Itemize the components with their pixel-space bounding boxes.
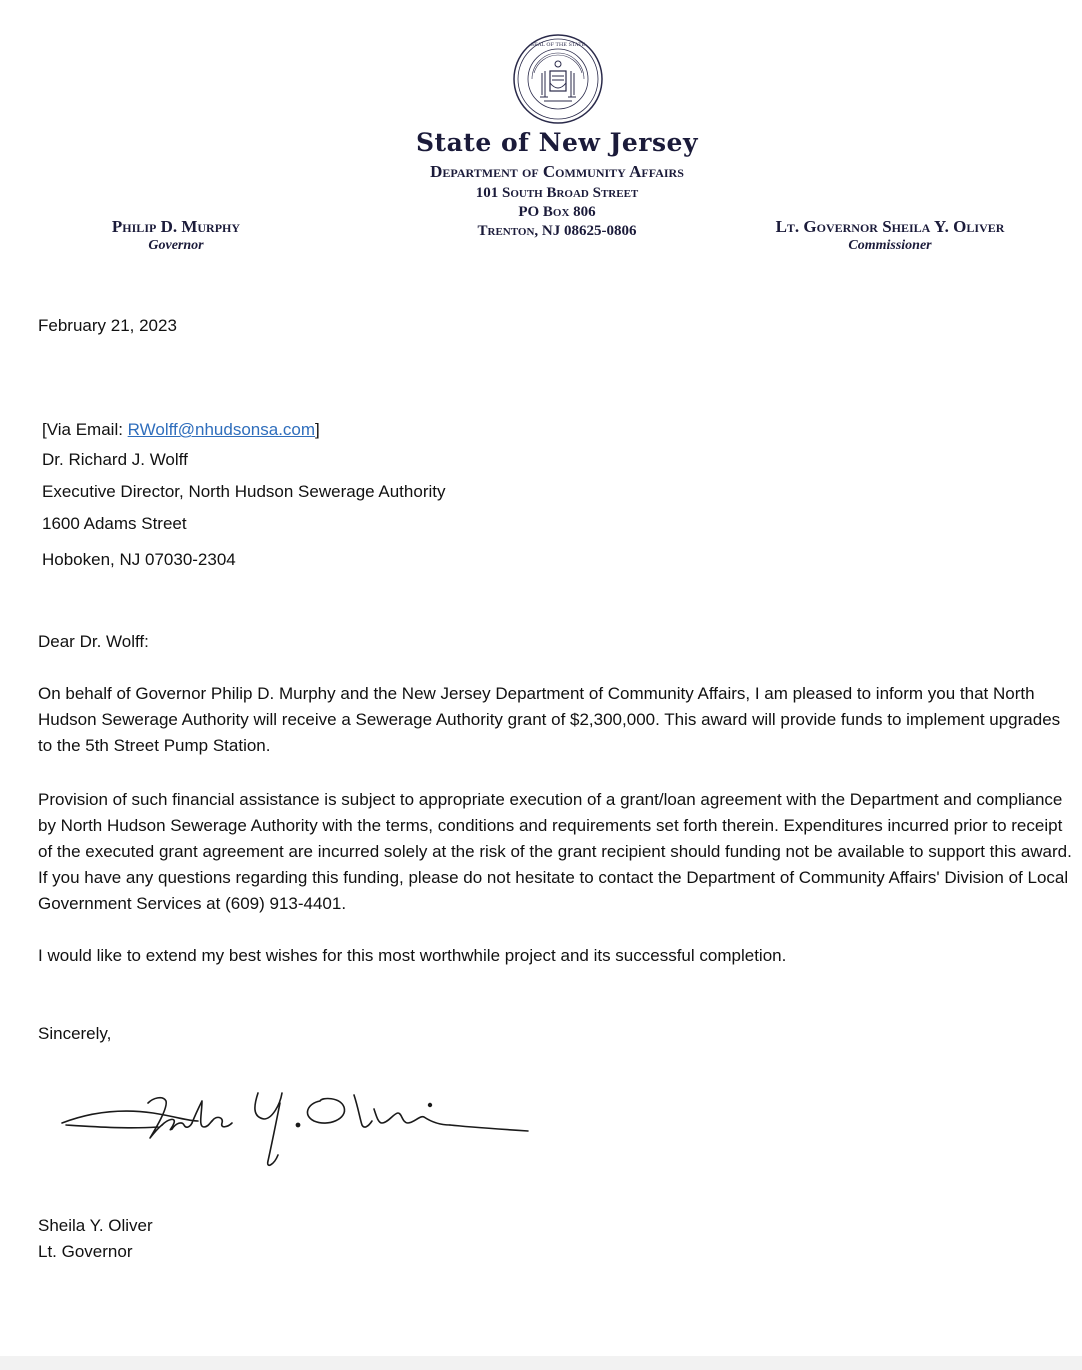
commissioner-title: Commissioner xyxy=(848,238,932,253)
recipient-city: Hoboken, NJ 07030-2304 xyxy=(42,550,236,569)
dept-address-street: 101 South Broad Street xyxy=(475,185,639,201)
state-title: State of New Jersey xyxy=(416,128,698,157)
department-name: Department of Community Affairs xyxy=(430,162,684,181)
recipient-name: Dr. Richard J. Wolff xyxy=(42,450,188,469)
signer-name: Sheila Y. Oliver xyxy=(38,1216,153,1235)
paragraph-conditions: Provision of such financial assistance is subject to appropriate execution of a grant/loan agreement with the Department and compliance by North Hudson Sewerage Authority with the terms, conditions and requirements set forth therein. Expenditures incurred prior to receipt of the executed grant agreement are incurred solely at the risk of the grant recipient should funding not be available to support this award. If you have any questions regarding this funding, please do not hesitate to contact the Department of Community Affairs' Division of Local Government Services at (609) 913-4401. xyxy=(38,790,1072,913)
recipient-title: Executive Director, North Hudson Sewerage Authority xyxy=(42,482,446,501)
nj-state-seal-icon xyxy=(512,33,604,125)
letter-date: February 21, 2023 xyxy=(38,316,177,335)
dept-address-box: PO Box 806 xyxy=(518,204,596,220)
page-bottom-edge xyxy=(0,1356,1082,1370)
salutation: Dear Dr. Wolff: xyxy=(38,632,149,651)
via-email-line xyxy=(42,417,320,443)
governor-name: Philip D. Murphy xyxy=(111,217,241,236)
svg-text:SEAL OF THE STATE: SEAL OF THE STATE xyxy=(530,42,586,48)
paragraph-award: On behalf of Governor Philip D. Murphy and the New Jersey Department of Community Affairs, I am pleased to inform you that North Hudson Sewerage Authority will receive a Sewerage Authority grant of $2,300,000. This award will provide funds to implement upgrades to the 5th Street Pump Station. xyxy=(38,684,1061,755)
dept-address-city: Trenton, NJ 08625-0806 xyxy=(477,223,637,239)
via-suffix: ] xyxy=(315,420,320,439)
governor-title: Governor xyxy=(148,238,204,253)
recipient-email-link[interactable]: RWolff@nhudsonsa.com xyxy=(127,420,316,439)
paragraph-wishes: I would like to extend my best wishes for this most worthwhile project and its successful completion. xyxy=(38,946,787,965)
signer-title: Lt. Governor xyxy=(38,1242,133,1261)
recipient-street: 1600 Adams Street xyxy=(42,514,187,533)
handwritten-signature xyxy=(58,1083,558,1173)
commissioner-name: Lt. Governor Sheila Y. Oliver xyxy=(775,217,1005,236)
closing: Sincerely, xyxy=(38,1024,112,1043)
via-prefix: [Via Email: xyxy=(42,420,128,439)
